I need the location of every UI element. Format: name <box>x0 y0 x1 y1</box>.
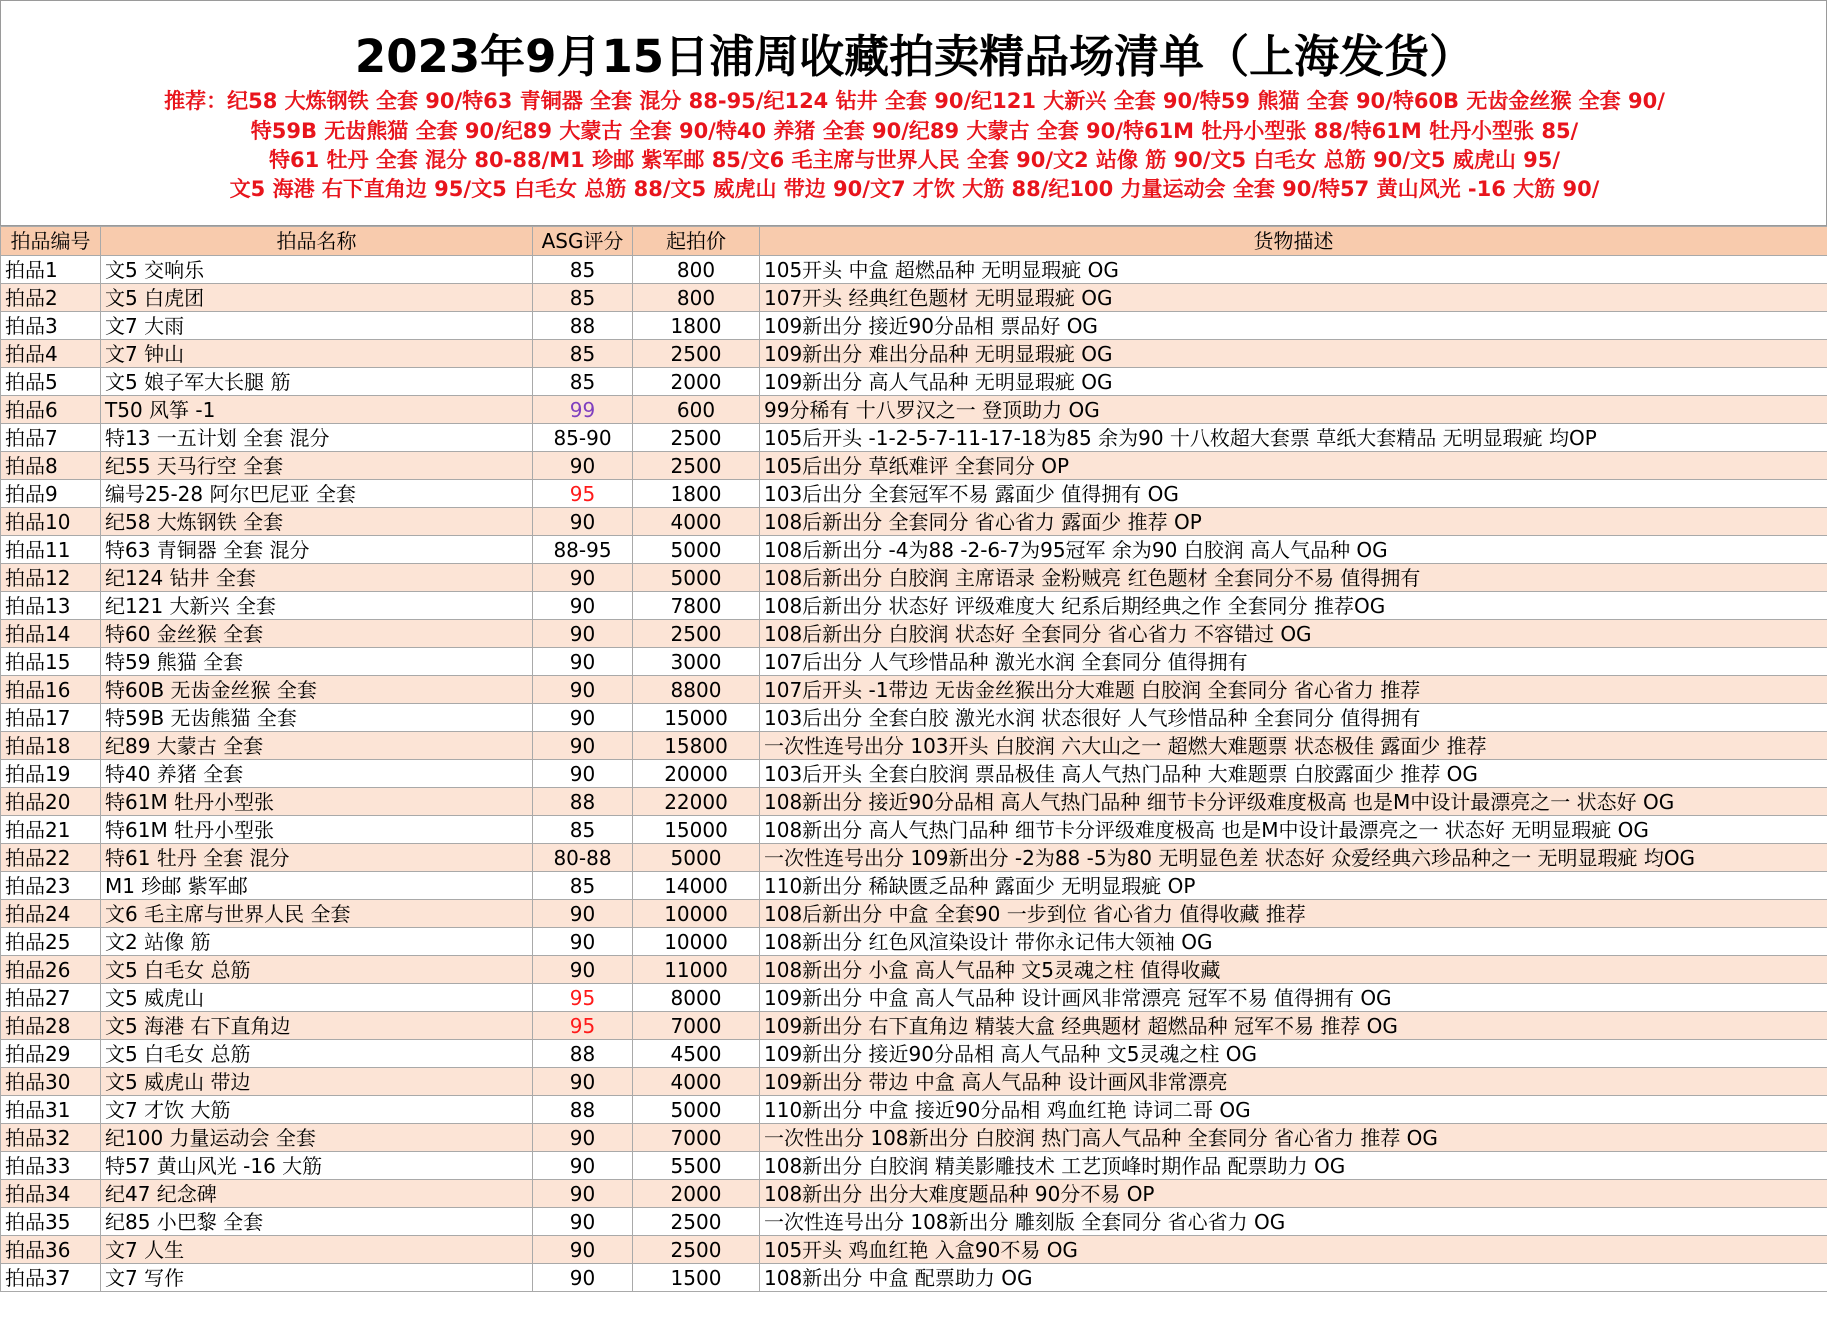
lot-name: T50 风筝 -1 <box>101 396 533 424</box>
lot-price: 15800 <box>633 732 760 760</box>
lot-description: 108后新出分 白胶润 状态好 全套同分 省心省力 不容错过 OG <box>760 620 1827 648</box>
lot-id: 拍品17 <box>1 704 101 732</box>
lot-name: 文5 威虎山 <box>101 984 533 1012</box>
lot-price: 2500 <box>633 1236 760 1264</box>
lot-id: 拍品31 <box>1 1096 101 1124</box>
lot-price: 5000 <box>633 1096 760 1124</box>
lot-name: 文2 站像 筋 <box>101 928 533 956</box>
lot-score: 85 <box>533 816 633 844</box>
lot-price: 8800 <box>633 676 760 704</box>
recommend-line: 推荐：纪58 大炼钢铁 全套 90/特63 青铜器 全套 混分 88-95/纪124 钻井 全套 90/纪121 大新兴 全套 90/特59 熊猫 全套 90/特60B 无齿金丝猴 全套 90/ <box>164 89 1665 113</box>
lot-score: 90 <box>533 620 633 648</box>
lot-id: 拍品27 <box>1 984 101 1012</box>
lot-name: 纪58 大炼钢铁 全套 <box>101 508 533 536</box>
lot-description: 一次性连号出分 108新出分 雕刻版 全套同分 省心省力 OG <box>760 1208 1827 1236</box>
lot-price: 1800 <box>633 480 760 508</box>
lot-description: 一次性连号出分 103开头 白胶润 六大山之一 超燃大难题票 状态极佳 露面少 推荐 <box>760 732 1827 760</box>
lot-description: 108后新出分 全套同分 省心省力 露面少 推荐 OP <box>760 508 1827 536</box>
lot-name: 纪121 大新兴 全套 <box>101 592 533 620</box>
lot-description: 103后出分 全套冠军不易 露面少 值得拥有 OG <box>760 480 1827 508</box>
lot-description: 107后开头 -1带边 无齿金丝猴出分大难题 白胶润 全套同分 省心省力 推荐 <box>760 676 1827 704</box>
lot-score: 88 <box>533 312 633 340</box>
table-header-row <box>1 227 1827 256</box>
lot-name: 特60 金丝猴 全套 <box>101 620 533 648</box>
lot-description: 107开头 经典红色题材 无明显瑕疵 OG <box>760 284 1827 312</box>
lot-description: 109新出分 中盒 高人气品种 设计画风非常漂亮 冠军不易 值得拥有 OG <box>760 984 1827 1012</box>
lot-id: 拍品29 <box>1 1040 101 1068</box>
recommend-line: 特59B 无齿熊猫 全套 90/纪89 大蒙古 全套 90/特40 养猪 全套 90/纪89 大蒙古 全套 90/特61M 牡丹小型张 88/特61M 牡丹小型张 85/ <box>250 119 1579 143</box>
lot-price: 8000 <box>633 984 760 1012</box>
column-header-score: ASG评分 <box>533 227 633 256</box>
lot-id: 拍品24 <box>1 900 101 928</box>
lot-name: 编号25-28 阿尔巴尼亚 全套 <box>101 480 533 508</box>
lot-table <box>0 226 1827 1292</box>
lot-description: 105后出分 草纸难评 全套同分 OP <box>760 452 1827 480</box>
lot-price: 2500 <box>633 452 760 480</box>
lot-price: 15000 <box>633 816 760 844</box>
lot-price: 800 <box>633 256 760 284</box>
lot-description: 109新出分 难出分品种 无明显瑕疵 OG <box>760 340 1827 368</box>
lot-description: 103后出分 全套白胶 激光水润 状态很好 人气珍惜品种 全套同分 值得拥有 <box>760 704 1827 732</box>
lot-id: 拍品34 <box>1 1180 101 1208</box>
lot-description: 108新出分 高人气热门品种 细节卡分评级难度极高 也是M中设计最漂亮之一 状态好 无明显瑕疵 OG <box>760 816 1827 844</box>
lot-price: 20000 <box>633 760 760 788</box>
table-row <box>1 592 1827 620</box>
lot-id: 拍品5 <box>1 368 101 396</box>
lot-description: 105开头 中盒 超燃品种 无明显瑕疵 OG <box>760 256 1827 284</box>
table-row <box>1 424 1827 452</box>
lot-name: 特61M 牡丹小型张 <box>101 816 533 844</box>
lot-price: 1800 <box>633 312 760 340</box>
lot-id: 拍品26 <box>1 956 101 984</box>
lot-name: 文5 白虎团 <box>101 284 533 312</box>
lot-id: 拍品21 <box>1 816 101 844</box>
lot-name: 特40 养猪 全套 <box>101 760 533 788</box>
recommend-line: 特61 牡丹 全套 混分 80-88/M1 珍邮 紫军邮 85/文6 毛主席与世界人民 全套 90/文2 站像 筋 90/文5 白毛女 总筋 90/文5 威虎山 95/ <box>268 148 1561 172</box>
table-row <box>1 1236 1827 1264</box>
lot-description: 110新出分 中盒 接近90分品相 鸡血红艳 诗词二哥 OG <box>760 1096 1827 1124</box>
table-row <box>1 256 1827 284</box>
lot-id: 拍品18 <box>1 732 101 760</box>
lot-name: 文5 威虎山 带边 <box>101 1068 533 1096</box>
lot-id: 拍品6 <box>1 396 101 424</box>
table-row <box>1 340 1827 368</box>
table-row <box>1 900 1827 928</box>
lot-score: 90 <box>533 452 633 480</box>
table-row <box>1 536 1827 564</box>
lot-id: 拍品37 <box>1 1264 101 1292</box>
lot-name: 纪100 力量运动会 全套 <box>101 1124 533 1152</box>
lot-name: 特59 熊猫 全套 <box>101 648 533 676</box>
lot-id: 拍品3 <box>1 312 101 340</box>
lot-price: 1500 <box>633 1264 760 1292</box>
lot-name: 文7 写作 <box>101 1264 533 1292</box>
lot-price: 2500 <box>633 620 760 648</box>
lot-score: 90 <box>533 1264 633 1292</box>
lot-price: 2500 <box>633 340 760 368</box>
lot-score: 90 <box>533 592 633 620</box>
table-row <box>1 760 1827 788</box>
lot-price: 5000 <box>633 536 760 564</box>
lot-id: 拍品11 <box>1 536 101 564</box>
lot-price: 11000 <box>633 956 760 984</box>
lot-id: 拍品22 <box>1 844 101 872</box>
lot-description: 109新出分 接近90分品相 票品好 OG <box>760 312 1827 340</box>
lot-id: 拍品13 <box>1 592 101 620</box>
lot-description: 一次性出分 108新出分 白胶润 热门高人气品种 全套同分 省心省力 推荐 OG <box>760 1124 1827 1152</box>
table-row <box>1 452 1827 480</box>
lot-description: 108新出分 接近90分品相 高人气热门品种 细节卡分评级难度极高 也是M中设计最漂亮之一 状态好 OG <box>760 788 1827 816</box>
lot-price: 4000 <box>633 508 760 536</box>
table-row <box>1 1124 1827 1152</box>
lot-description: 108新出分 中盒 配票助力 OG <box>760 1264 1827 1292</box>
lot-id: 拍品36 <box>1 1236 101 1264</box>
lot-name: 文5 交响乐 <box>101 256 533 284</box>
lot-score: 88 <box>533 788 633 816</box>
column-header-price: 起拍价 <box>633 227 760 256</box>
lot-name: 纪89 大蒙古 全套 <box>101 732 533 760</box>
table-row <box>1 1208 1827 1236</box>
lot-description: 108后新出分 状态好 评级难度大 纪系后期经典之作 全套同分 推荐OG <box>760 592 1827 620</box>
table-row <box>1 284 1827 312</box>
lot-name: 文7 大雨 <box>101 312 533 340</box>
lot-price: 10000 <box>633 900 760 928</box>
table-row <box>1 1068 1827 1096</box>
lot-score: 85-90 <box>533 424 633 452</box>
lot-score: 90 <box>533 1208 633 1236</box>
lot-name: 特63 青铜器 全套 混分 <box>101 536 533 564</box>
lot-score: 95 <box>533 984 633 1012</box>
lot-score: 90 <box>533 1236 633 1264</box>
page-title: 2023年9月15日浦周收藏拍卖精品场清单（上海发货） <box>354 30 1475 83</box>
lot-score: 80-88 <box>533 844 633 872</box>
lot-price: 14000 <box>633 872 760 900</box>
lot-score: 99 <box>533 396 633 424</box>
lot-price: 800 <box>633 284 760 312</box>
lot-name: 文5 娘子军大长腿 筋 <box>101 368 533 396</box>
lot-price: 4000 <box>633 1068 760 1096</box>
lot-description: 108新出分 白胶润 精美影雕技术 工艺顶峰时期作品 配票助力 OG <box>760 1152 1827 1180</box>
table-row <box>1 788 1827 816</box>
table-row <box>1 480 1827 508</box>
lot-id: 拍品14 <box>1 620 101 648</box>
lot-score: 95 <box>533 1012 633 1040</box>
lot-name: M1 珍邮 紫军邮 <box>101 872 533 900</box>
table-row <box>1 732 1827 760</box>
lot-id: 拍品2 <box>1 284 101 312</box>
lot-name: 文7 才饮 大筋 <box>101 1096 533 1124</box>
lot-price: 2500 <box>633 424 760 452</box>
lot-id: 拍品19 <box>1 760 101 788</box>
lot-name: 特57 黄山风光 -16 大筋 <box>101 1152 533 1180</box>
lot-id: 拍品30 <box>1 1068 101 1096</box>
table-row <box>1 396 1827 424</box>
lot-id: 拍品12 <box>1 564 101 592</box>
lot-name: 纪47 纪念碑 <box>101 1180 533 1208</box>
table-row <box>1 956 1827 984</box>
lot-score: 90 <box>533 956 633 984</box>
lot-score: 88-95 <box>533 536 633 564</box>
lot-id: 拍品28 <box>1 1012 101 1040</box>
lot-name: 文5 海港 右下直角边 <box>101 1012 533 1040</box>
lot-score: 90 <box>533 508 633 536</box>
lot-description: 107后出分 人气珍惜品种 激光水润 全套同分 值得拥有 <box>760 648 1827 676</box>
table-row <box>1 872 1827 900</box>
lot-id: 拍品35 <box>1 1208 101 1236</box>
lot-score: 90 <box>533 676 633 704</box>
table-row <box>1 1264 1827 1292</box>
table-row <box>1 1012 1827 1040</box>
lot-score: 90 <box>533 928 633 956</box>
lot-name: 文6 毛主席与世界人民 全套 <box>101 900 533 928</box>
lot-description: 105后开头 -1-2-5-7-11-17-18为85 余为90 十八枚超大套票 草纸大套精品 无明显瑕疵 均OP <box>760 424 1827 452</box>
table-row <box>1 844 1827 872</box>
lot-score: 90 <box>533 1124 633 1152</box>
lot-score: 90 <box>533 1180 633 1208</box>
column-header-name: 拍品名称 <box>101 227 533 256</box>
lot-id: 拍品16 <box>1 676 101 704</box>
lot-description: 110新出分 稀缺匮乏品种 露面少 无明显瑕疵 OP <box>760 872 1827 900</box>
table-row <box>1 368 1827 396</box>
lot-score: 88 <box>533 1040 633 1068</box>
lot-price: 7000 <box>633 1124 760 1152</box>
table-row <box>1 984 1827 1012</box>
lot-name: 纪55 天马行空 全套 <box>101 452 533 480</box>
lot-id: 拍品8 <box>1 452 101 480</box>
lot-id: 拍品10 <box>1 508 101 536</box>
lot-price: 5000 <box>633 564 760 592</box>
lot-score: 85 <box>533 368 633 396</box>
lot-name: 特13 一五计划 全套 混分 <box>101 424 533 452</box>
table-row <box>1 1152 1827 1180</box>
table-row <box>1 1096 1827 1124</box>
lot-description: 99分稀有 十八罗汉之一 登顶助力 OG <box>760 396 1827 424</box>
lot-description: 109新出分 右下直角边 精装大盒 经典题材 超燃品种 冠军不易 推荐 OG <box>760 1012 1827 1040</box>
table-row <box>1 1040 1827 1068</box>
lot-price: 5000 <box>633 844 760 872</box>
lot-description: 109新出分 带边 中盒 高人气品种 设计画风非常漂亮 <box>760 1068 1827 1096</box>
lot-name: 文7 人生 <box>101 1236 533 1264</box>
table-row <box>1 312 1827 340</box>
lot-description: 108新出分 红色风渲染设计 带你永记伟大领袖 OG <box>760 928 1827 956</box>
lot-description: 108后新出分 中盒 全套90 一步到位 省心省力 值得收藏 推荐 <box>760 900 1827 928</box>
lot-price: 3000 <box>633 648 760 676</box>
lot-description: 一次性连号出分 109新出分 -2为88 -5为80 无明显色差 状态好 众爱经典六珍品种之一 无明显瑕疵 均OG <box>760 844 1827 872</box>
lot-id: 拍品33 <box>1 1152 101 1180</box>
lot-id: 拍品15 <box>1 648 101 676</box>
lot-description: 108后新出分 -4为88 -2-6-7为95冠军 余为90 白胶润 高人气品种 OG <box>760 536 1827 564</box>
lot-id: 拍品20 <box>1 788 101 816</box>
lot-description: 109新出分 高人气品种 无明显瑕疵 OG <box>760 368 1827 396</box>
lot-score: 90 <box>533 1152 633 1180</box>
lot-id: 拍品4 <box>1 340 101 368</box>
lot-id: 拍品25 <box>1 928 101 956</box>
table-row <box>1 1180 1827 1208</box>
recommend-line: 文5 海港 右下直角边 95/文5 白毛女 总筋 88/文5 威虎山 带边 90/文7 才饮 大筋 88/纪100 力量运动会 全套 90/特57 黄山风光 -16 大筋 90/ <box>229 177 1600 201</box>
column-header-id: 拍品编号 <box>1 227 101 256</box>
lot-id: 拍品9 <box>1 480 101 508</box>
lot-name: 特61M 牡丹小型张 <box>101 788 533 816</box>
lot-price: 2500 <box>633 1208 760 1236</box>
table-row <box>1 704 1827 732</box>
lot-price: 2000 <box>633 1180 760 1208</box>
lot-price: 7000 <box>633 1012 760 1040</box>
lot-score: 90 <box>533 564 633 592</box>
lot-description: 108后新出分 白胶润 主席语录 金粉贼亮 红色题材 全套同分不易 值得拥有 <box>760 564 1827 592</box>
table-row <box>1 648 1827 676</box>
lot-score: 90 <box>533 1068 633 1096</box>
lot-id: 拍品32 <box>1 1124 101 1152</box>
column-header-description: 货物描述 <box>760 227 1827 256</box>
lot-name: 文5 白毛女 总筋 <box>101 956 533 984</box>
lot-name: 特59B 无齿熊猫 全套 <box>101 704 533 732</box>
lot-score: 90 <box>533 732 633 760</box>
lot-price: 2000 <box>633 368 760 396</box>
lot-price: 15000 <box>633 704 760 732</box>
lot-price: 5500 <box>633 1152 760 1180</box>
lot-score: 85 <box>533 284 633 312</box>
lot-score: 95 <box>533 480 633 508</box>
lot-description: 105开头 鸡血红艳 入盒90不易 OG <box>760 1236 1827 1264</box>
lot-name: 纪85 小巴黎 全套 <box>101 1208 533 1236</box>
lot-score: 85 <box>533 340 633 368</box>
lot-score: 88 <box>533 1096 633 1124</box>
table-row <box>1 928 1827 956</box>
lot-score: 90 <box>533 648 633 676</box>
lot-name: 纪124 钻井 全套 <box>101 564 533 592</box>
lot-price: 4500 <box>633 1040 760 1068</box>
lot-price: 22000 <box>633 788 760 816</box>
lot-id: 拍品23 <box>1 872 101 900</box>
table-row <box>1 816 1827 844</box>
lot-name: 特61 牡丹 全套 混分 <box>101 844 533 872</box>
lot-name: 特60B 无齿金丝猴 全套 <box>101 676 533 704</box>
lot-description: 103后开头 全套白胶润 票品极佳 高人气热门品种 大难题票 白胶露面少 推荐 OG <box>760 760 1827 788</box>
lot-score: 90 <box>533 900 633 928</box>
lot-description: 109新出分 接近90分品相 高人气品种 文5灵魂之柱 OG <box>760 1040 1827 1068</box>
lot-name: 文5 白毛女 总筋 <box>101 1040 533 1068</box>
table-row <box>1 676 1827 704</box>
table-row <box>1 508 1827 536</box>
lot-description: 108新出分 出分大难度题品种 90分不易 OP <box>760 1180 1827 1208</box>
lot-score: 85 <box>533 872 633 900</box>
lot-score: 85 <box>533 256 633 284</box>
lot-price: 10000 <box>633 928 760 956</box>
lot-score: 90 <box>533 760 633 788</box>
lot-price: 600 <box>633 396 760 424</box>
lot-score: 90 <box>533 704 633 732</box>
table-row <box>1 564 1827 592</box>
sheet-header <box>0 0 1827 226</box>
lot-name: 文7 钟山 <box>101 340 533 368</box>
lot-id: 拍品7 <box>1 424 101 452</box>
table-row <box>1 620 1827 648</box>
lot-description: 108新出分 小盒 高人气品种 文5灵魂之柱 值得收藏 <box>760 956 1827 984</box>
lot-price: 7800 <box>633 592 760 620</box>
lot-id: 拍品1 <box>1 256 101 284</box>
